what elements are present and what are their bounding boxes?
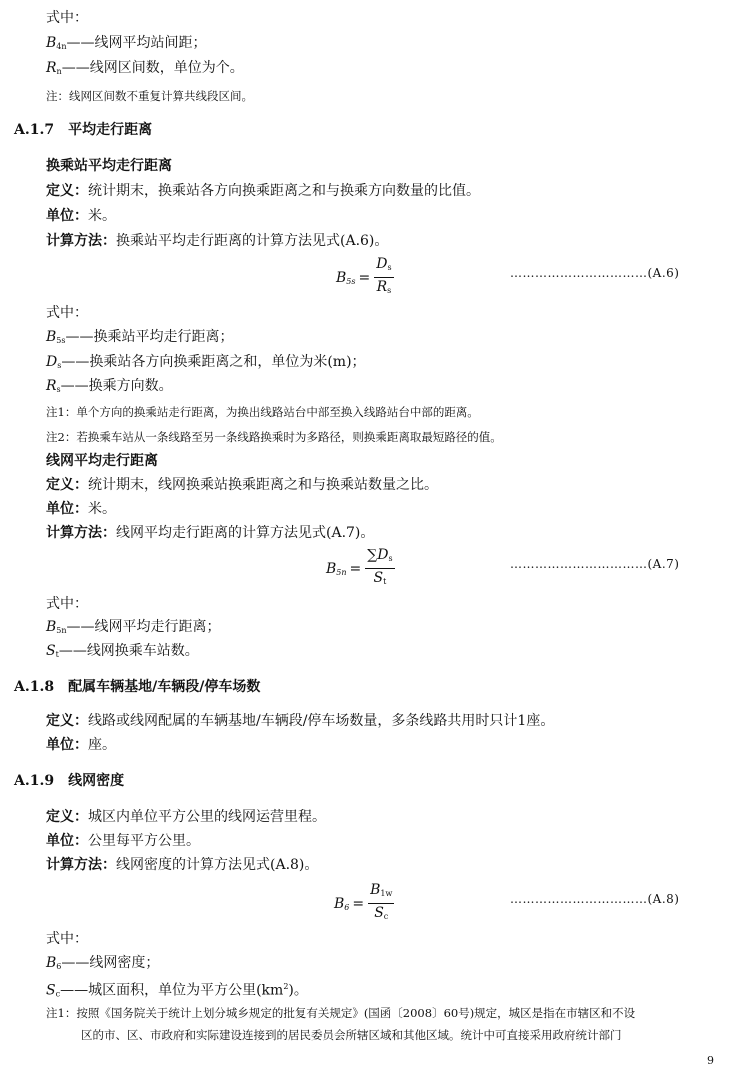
symbol-definition: $B_{4n}——$线网平均站间距；	[46, 35, 207, 51]
unit-line: 单位：公里每平方公里。	[46, 833, 200, 849]
symbol-definition: $B_6——$线网密度；	[46, 955, 160, 971]
note: 注1：按照《国务院关于统计上划分城乡规定的批复有关规定》(国函〔2008〕60号)规定，城区是指在市辖区和不设	[46, 1006, 636, 1020]
symbol-definition: $B_{5n}——$线网平均走行距离；	[46, 619, 221, 635]
note: 注1：单个方向的换乘站走行距离，为换出线路站台中部至换入线路站台中部的距离。	[46, 405, 479, 419]
symbol-definition: $D_s——$换乘站各方向换乘距离之和，单位为米(m)；	[46, 354, 366, 370]
subsection-title: 线网平均走行距离	[46, 453, 158, 469]
definition-line: 定义：线路或线网配属的车辆基地/车辆段/停车场数量，多条线路共用时只计1座。	[46, 713, 555, 729]
where-label: 式中：	[46, 10, 88, 26]
calc-method-line: 计算方法：线网密度的计算方法见式(A.8)。	[46, 857, 319, 873]
subsection-title: 换乘站平均走行距离	[46, 158, 172, 174]
symbol-definition: $S_t——$线网换乘车站数。	[46, 643, 199, 659]
note-continuation: 区的市、区、市政府和实际建设连接到的居民委员会所辖区域和其他区域。统计中可直接采用政府统计部门	[81, 1028, 622, 1042]
where-label: 式中：	[46, 931, 88, 947]
section-heading: A.1.7 平均走行距离	[14, 122, 153, 138]
formula-a6: $B_{5s}$ = $\frac{D_s}{R_s}$	[336, 256, 392, 295]
where-label: 式中：	[46, 305, 88, 321]
page-number: 9	[707, 1054, 714, 1067]
symbol-definition: $R_n——$线网区间数，单位为个。	[46, 60, 244, 76]
unit-line: 单位：米。	[46, 501, 116, 517]
formula-ref-a7: ……………………………(A.7)	[510, 557, 680, 571]
formula-ref-a6: ……………………………(A.6)	[510, 266, 680, 280]
definition-line: 定义：统计期末，线网换乘站换乘距离之和与换乘站数量之比。	[46, 477, 438, 493]
note: 注：线网区间数不重复计算共线段区间。	[46, 89, 253, 103]
symbol-definition: $R_s——$换乘方向数。	[46, 378, 173, 394]
unit-line: 单位：座。	[46, 737, 116, 753]
definition-line: 定义：统计期末，换乘站各方向换乘距离之和与换乘方向数量的比值。	[46, 183, 480, 199]
section-heading: A.1.9 线网密度	[14, 773, 125, 789]
note: 注2：若换乘车站从一条线路至另一条线路换乘时为多路径，则换乘距离取最短路径的值。	[46, 430, 502, 444]
section-heading: A.1.8 配属车辆基地/车辆段/停车场数	[14, 679, 261, 695]
formula-ref-a8: ……………………………(A.8)	[510, 892, 680, 906]
symbol-definition: $B_{5s}——$换乘站平均走行距离；	[46, 329, 234, 345]
formula-a7: $B_{5n}$ = $\frac{\sum D_s}{S_t}$	[326, 547, 393, 586]
unit-line: 单位：米。	[46, 208, 116, 224]
definition-line: 定义：城区内单位平方公里的线网运营里程。	[46, 809, 326, 825]
where-label: 式中：	[46, 596, 88, 612]
symbol-definition: $S_c——$城区面积，单位为平方公里$(km^2)$。	[46, 982, 308, 999]
calc-method-line: 计算方法：换乘站平均走行距离的计算方法见式(A.6)。	[46, 233, 389, 249]
calc-method-line: 计算方法：线网平均走行距离的计算方法见式(A.7)。	[46, 525, 375, 541]
formula-a8: $B_6$ = $\frac{B_{1w}}{S_c}$	[334, 882, 393, 921]
